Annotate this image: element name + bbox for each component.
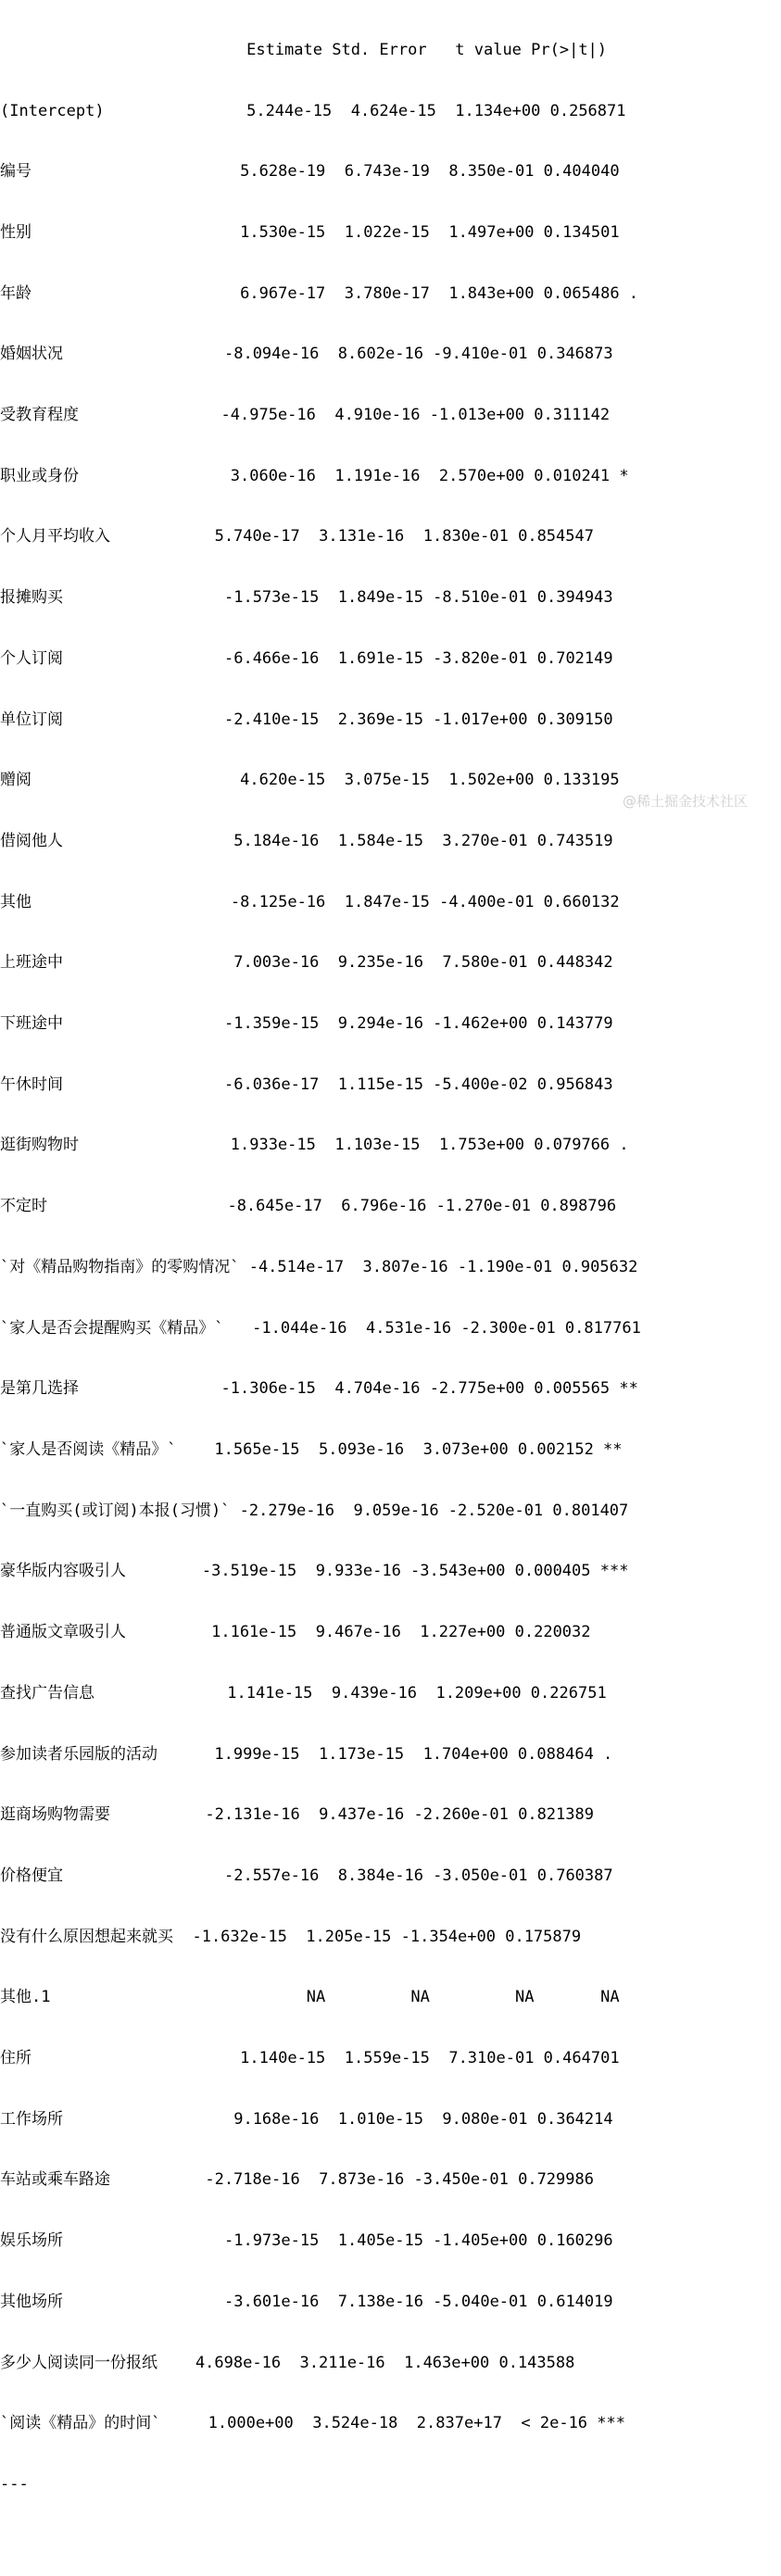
table-row: 赠阅 4.620e-15 3.075e-15 1.502e+00 0.133195 (0, 771, 658, 790)
table-row: 逛街购物时 1.933e-15 1.103e-15 1.753e+00 0.079766 . (0, 1136, 649, 1155)
table-row: 职业或身份 3.060e-16 1.191e-16 2.570e+00 0.010241 * (0, 466, 649, 485)
table-row: 编号 5.628e-19 6.743e-19 8.350e-01 0.404040 (0, 162, 658, 182)
table-row: 其他场所 -3.601e-16 7.138e-16 -5.040e-01 0.614019 (0, 2292, 651, 2311)
table-row: 午休时间 -6.036e-17 1.115e-15 -5.400e-02 0.956843 (0, 1074, 651, 1094)
table-row: 多少人阅读同一份报纸 4.698e-16 3.211e-16 1.463e+00 0.143588 (0, 2353, 613, 2372)
table-row: 受教育程度 -4.975e-16 4.910e-16 -1.013e+00 0.311142 (0, 406, 649, 425)
table-row: `对《精品购物指南》的零购情况` -4.514e-17 3.807e-16 -1.190e-01 0.905632 (0, 1257, 676, 1276)
table-row: 参加读者乐园版的活动 1.999e-15 1.173e-15 1.704e+00 0.088464 . (0, 1744, 632, 1764)
table-row: 其他.1 NA NA NA NA (0, 1988, 658, 2007)
table-row: 单位订阅 -2.410e-15 2.369e-15 -1.017e+00 0.309150 (0, 710, 651, 729)
table-row: 上班途中 7.003e-16 9.235e-16 7.580e-01 0.448342 (0, 953, 651, 973)
table-row: 是第几选择 -1.306e-15 4.704e-16 -2.775e+00 0.005565 ** (0, 1379, 649, 1399)
table-row: 借阅他人 5.184e-16 1.584e-15 3.270e-01 0.743519 (0, 831, 651, 850)
table-row: 娱乐场所 -1.973e-15 1.405e-15 -1.405e+00 0.160296 (0, 2231, 651, 2251)
signif-separator (0, 2536, 781, 2557)
table-row: 工作场所 9.168e-16 1.010e-15 9.080e-01 0.364214 (0, 2109, 651, 2129)
table-row: 个人月平均收入 5.740e-17 3.131e-16 1.830e-01 0.854547 (0, 527, 632, 547)
table-row: `家人是否阅读《精品》` 1.565e-15 5.093e-16 3.073e+00 0.002152 ** (0, 1439, 632, 1459)
table-row: 价格便宜 -2.557e-16 8.384e-16 -3.050e-01 0.760387 (0, 1866, 651, 1885)
table-row: 年龄 6.967e-17 3.780e-17 1.843e+00 0.065486 . (0, 283, 658, 303)
table-row: 普通版文章吸引人 1.161e-15 9.467e-16 1.227e+00 0.220032 (0, 1623, 629, 1642)
watermark: @稀土掘金技术社区 (623, 793, 749, 810)
table-row: 其他 -8.125e-16 1.847e-15 -4.400e-01 0.660132 (0, 892, 658, 911)
table-row: 报摊购买 -1.573e-15 1.849e-15 -8.510e-01 0.394943 (0, 588, 651, 608)
table-row: (Intercept) 5.244e-15 4.624e-15 1.134e+00 0.256871 (0, 101, 664, 120)
table-row: `一直购买(或订阅)本报(习惯)` -2.279e-16 9.059e-16 -2.520e-01 0.801407 (0, 1501, 667, 1520)
table-row: `家人是否会提醒购买《精品》` -1.044e-16 4.531e-16 -2.300e-01 0.817761 (0, 1318, 679, 1338)
table-row: 豪华版内容吸引人 -3.519e-15 9.933e-16 -3.543e+00 0.000405 *** (0, 1562, 629, 1581)
table-row: 性别 1.530e-15 1.022e-15 1.497e+00 0.134501 (0, 222, 658, 242)
table-header: Estimate Std. Error t value Pr(>|t|) (0, 40, 645, 59)
table-row: --- (0, 2474, 29, 2494)
table-row: 婚姻状况 -8.094e-16 8.602e-16 -9.410e-01 0.346873 (0, 345, 651, 364)
table-row: 不定时 -8.645e-17 6.796e-16 -1.270e-01 0.898796 (0, 1197, 655, 1216)
table-row: 没有什么原因想起来就买 -1.632e-15 1.205e-15 -1.354e+00 0.175879 (0, 1927, 620, 1946)
table-row: 车站或乘车路途 -2.718e-16 7.873e-16 -3.450e-01 0.729986 (0, 2170, 632, 2190)
table-row: `阅读《精品》的时间` 1.000e+00 3.524e-18 2.837e+17 < 2e-16 *** (0, 2414, 625, 2433)
table-row: 个人订阅 -6.466e-16 1.691e-15 -3.820e-01 0.702149 (0, 648, 651, 668)
table-row: 逛商场购物需要 -2.131e-16 9.437e-16 -2.260e-01 0.821389 (0, 1805, 632, 1825)
table-row: 查找广告信息 1.141e-15 9.439e-16 1.209e+00 0.226751 (0, 1683, 645, 1703)
table-row: 住所 1.140e-15 1.559e-15 7.310e-01 0.464701 (0, 2049, 658, 2068)
table-row: 下班途中 -1.359e-15 9.294e-16 -1.462e+00 0.143779 (0, 1014, 651, 1034)
